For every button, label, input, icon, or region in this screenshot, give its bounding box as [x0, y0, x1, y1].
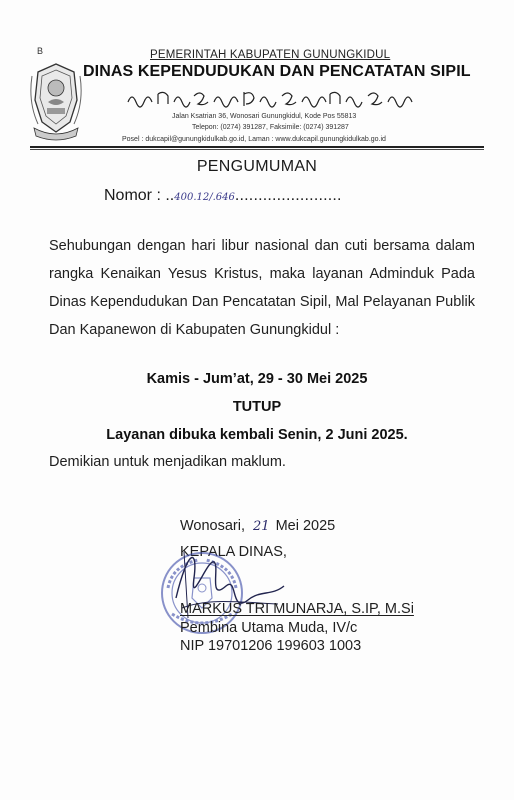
government-name: PEMERINTAH KABUPATEN GUNUNGKIDUL — [150, 49, 391, 61]
signature-day-handwritten: 21 — [253, 519, 270, 534]
agency-contact: Posel : dukcapil@gunungkidulkab.go.id, Laman : www.dukcapil.gunungkidulkab.go.id — [122, 136, 386, 143]
reopen-notice: Layanan dibuka kembali Senin, 2 Juni 2025. — [106, 427, 408, 443]
signatory-name: MARKUS TRI MUNARJA, S.IP, M.Si — [180, 601, 414, 617]
signatory-nip: NIP 19701206 199603 1003 — [180, 638, 362, 654]
javanese-script-agency-name — [124, 86, 424, 110]
signature-place: Wonosari, — [180, 518, 246, 534]
number-label: Nomor : .. — [104, 187, 175, 204]
closure-dates: Kamis - Jum’at, 29 - 30 Mei 2025 — [146, 371, 368, 387]
signature-month-year: Mei 2025 — [275, 518, 336, 534]
letterhead-rule — [30, 146, 484, 148]
corner-mark: B — [37, 46, 44, 56]
announcement-body: Sehubungan dengan hari libur nasional dan cuti bersama dalam rangka Kenaikan Yesus Kristus, maka layanan Adminduk Pada Dinas Kependudukan Dan Pencatatan Sipil, Mal Pelayanan Publik Dan Kapanewon di Kabupaten Gunungkidul : — [49, 238, 475, 338]
letterhead-rule-thin — [30, 149, 484, 150]
number-handwritten: 400.12/.646 — [174, 192, 235, 203]
signature-place-date — [180, 518, 335, 534]
signatory-position: KEPALA DINAS, — [180, 544, 287, 560]
agency-phone: Telepon: (0274) 391287, Faksimile: (0274) 391287 — [192, 124, 349, 131]
closing-line: Demikian untuk menjadikan maklum. — [49, 454, 286, 470]
regency-emblem-icon — [30, 62, 82, 142]
announcement-title: PENGUMUMAN — [196, 158, 318, 175]
announcement-number — [104, 187, 342, 205]
closure-status: TUTUP — [232, 399, 282, 415]
number-dots: ....................... — [234, 187, 342, 204]
agency-name: DINAS KEPENDUDUKAN DAN PENCATATAN SIPIL — [83, 63, 471, 80]
signatory-rank: Pembina Utama Muda, IV/c — [180, 620, 358, 636]
agency-address: Jalan Ksatrian 36, Wonosari Gunungkidul, Kode Pos 55813 — [172, 113, 357, 120]
